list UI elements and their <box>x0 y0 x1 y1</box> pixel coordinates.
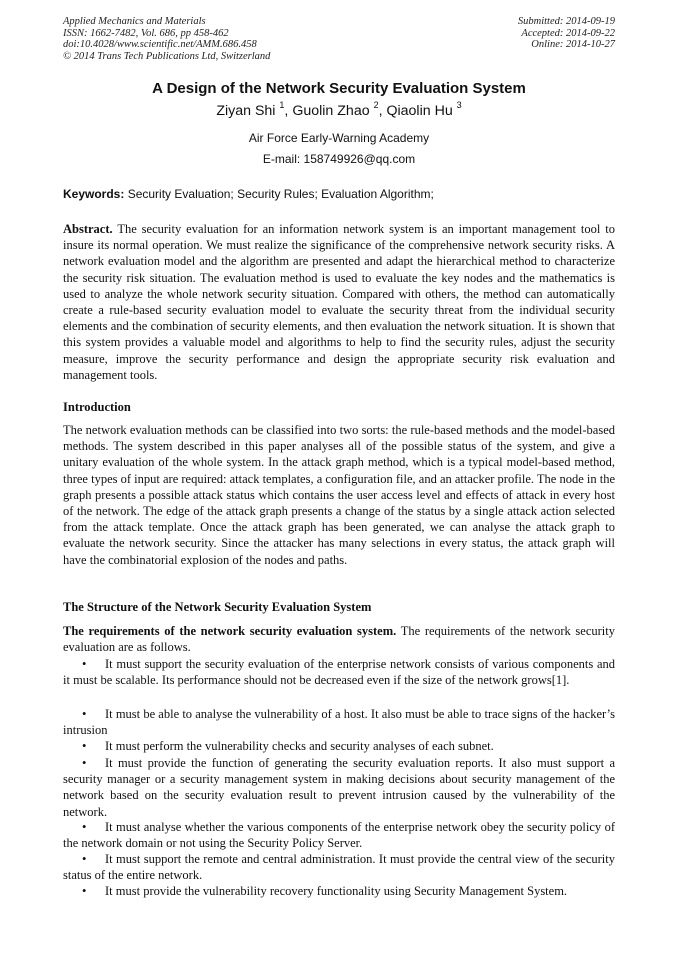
author-separator: , <box>378 103 387 119</box>
bullet-dot: • <box>82 756 87 770</box>
author-affiliation-mark: 2 <box>373 100 379 110</box>
abstract <box>63 221 615 383</box>
bullet-dot: • <box>82 884 87 898</box>
requirements-subheading: The requirements of the network security evaluation system. <box>63 624 397 638</box>
requirement-bullet <box>63 851 615 883</box>
requirement-bullet <box>63 883 615 899</box>
abstract-label: Abstract. <box>63 222 113 236</box>
section-heading-structure: The Structure of the Network Security Evaluation System <box>63 600 372 614</box>
bullet-dot: • <box>82 707 87 721</box>
paper-title: A Design of the Network Security Evaluation System <box>152 80 526 97</box>
bullet-text: It must perform the vulnerability checks and security analyses of each subnet. <box>105 739 494 753</box>
keywords-label: Keywords: <box>63 187 125 201</box>
author-name: Qiaolin Hu <box>386 103 453 119</box>
online-date: Online: 2014-10-27 <box>531 39 615 51</box>
requirement-bullet <box>63 755 615 820</box>
contact-email[interactable]: E-mail: 158749926@qq.com <box>262 152 416 166</box>
requirements-paragraph <box>63 623 615 655</box>
bullet-text: It must be able to analyse the vulnerability of a host. It also must be able to trace signs of the hacker’s intrusion <box>63 707 615 738</box>
author-line <box>0 100 678 119</box>
bullet-text: It must provide the vulnerability recovery functionality using Security Management System. <box>105 884 568 898</box>
section-heading-introduction: Introduction <box>63 400 131 414</box>
author-separator: , <box>284 103 293 119</box>
journal-header-left <box>63 16 270 62</box>
journal-name: Applied Mechanics and Materials <box>63 16 206 27</box>
affiliation: Air Force Early-Warning Academy <box>248 131 430 145</box>
bullet-dot: • <box>82 739 87 753</box>
author-name: Guolin Zhao <box>292 103 370 119</box>
abstract-text: The security evaluation for an information network system is an important management tool to insure its normal operation. We must realize the significance of the comprehensive network security risks. A network evaluation model and the algorithm are presented and adapt the hierarchical method to characterize the security risk situation. The evaluation method is used to evaluate the key nodes and the mathematics is used to analyze the whole network security situation. Compared with others, the method can automatically create a rule-based security evaluation model to evaluate the security threat from the individual security elements and the combination of security elements, and then evaluation the network situation. It is shown that this system provides a valuable model and algorithms to help to find the security rules, adjust the security measure, improve the security performance and design the appropriate security risk evaluation and management tools. <box>63 222 615 382</box>
bullet-dot: • <box>82 820 87 834</box>
accepted-date: Accepted: 2014-09-22 <box>521 27 615 39</box>
requirement-bullet <box>63 819 615 851</box>
bullet-text: It must analyse whether the various components of the enterprise network obey the security policy of the network domain or not using the Security Policy Server. <box>63 820 615 851</box>
introduction-paragraph: The network evaluation methods can be classified into two sorts: the rule-based methods and the model-based methods. The system described in this paper analyses all of the possible status of the system, and give a unitary evaluation of the whole system. In the attack graph method, which is a typical model-based method, three types of input are required: attack templates, a configuration file, and an attacker profile. The node in the graph presents a possible attack status which contains the user access level and effects of attack in every host of the network. The edge of the attack graph presents a change of the status by a single attack action selected from the attack template. Once the attack graph has been generated, we can analyse the attack graph to evaluate the network security. Since the attacker has many selections in every status, the attack graph will have the combinatorial explosion of the nodes and paths. <box>63 423 615 567</box>
requirements-text: The requirements of the network security evaluation are as follows. <box>63 624 615 655</box>
bullet-dot: • <box>82 657 87 671</box>
keywords-text: Security Evaluation; Security Rules; Evaluation Algorithm; <box>127 187 434 201</box>
submitted-date: Submitted: 2014-09-19 <box>517 16 615 27</box>
keywords <box>63 187 615 201</box>
author-affiliation-mark: 3 <box>456 100 462 110</box>
journal-copyright: © 2014 Trans Tech Publications Ltd, Switzerland <box>63 50 271 62</box>
requirement-bullet <box>63 738 615 754</box>
journal-issn: ISSN: 1662-7482, Vol. 686, pp 458-462 <box>63 27 229 39</box>
journal-header-right <box>518 16 615 51</box>
bullet-text: It must provide the function of generating the security evaluation reports. It also must support a security manager or a security management system in making decisions about security management of the network based on the security evaluation result to prevent intrusion caused by the vulnerability of the network. <box>63 756 615 819</box>
bullet-dot: • <box>82 852 87 866</box>
requirement-bullet <box>63 706 615 738</box>
bullet-text: It must support the security evaluation of the enterprise network consists of various components and it must be scalable. Its performance should not be decreased even if the size of the network grows[1]. <box>63 657 615 688</box>
journal-doi: doi:10.4028/www.scientific.net/AMM.686.458 <box>63 39 257 51</box>
requirement-bullet <box>63 656 615 688</box>
author-name: Ziyan Shi <box>216 103 276 119</box>
bullet-text: It must support the remote and central administration. It must provide the central view of the security status of the entire network. <box>63 852 615 883</box>
author-affiliation-mark: 1 <box>279 100 285 110</box>
